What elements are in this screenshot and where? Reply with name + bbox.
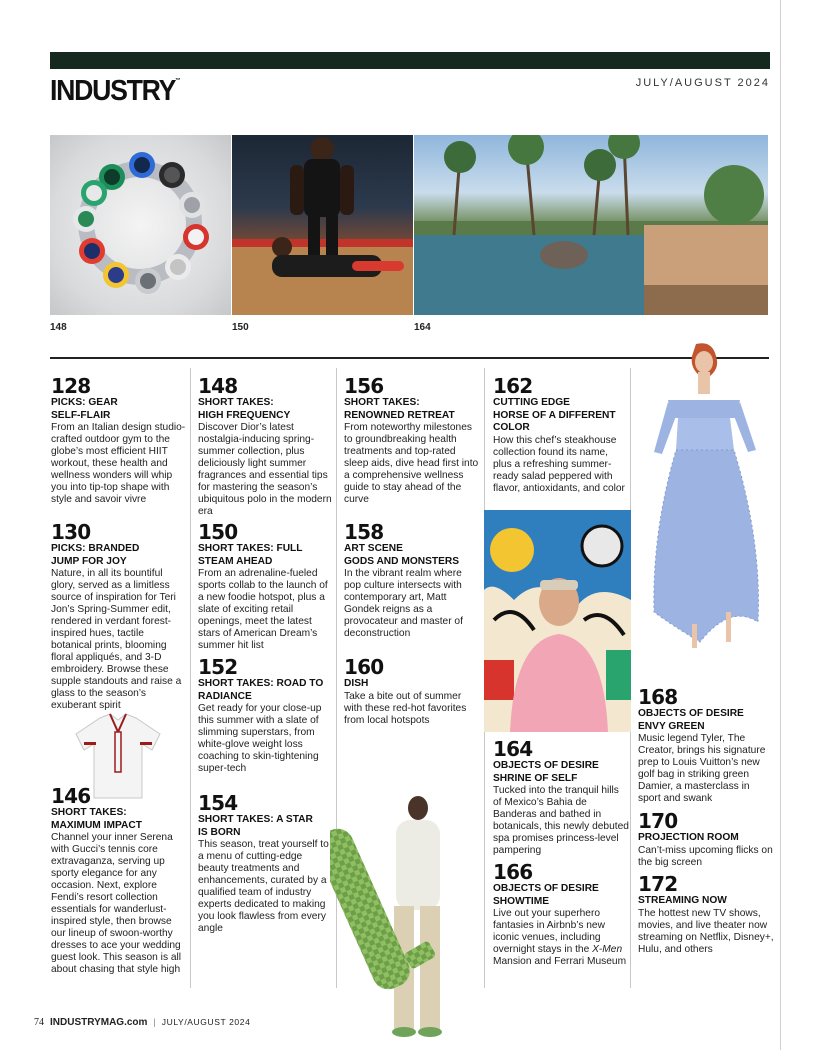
toc-entry[interactable] <box>198 656 334 775</box>
entry-title: RADIANCE <box>198 690 252 702</box>
toc-entry[interactable] <box>493 861 629 968</box>
entry-description: Get ready for your close-up this summer with a slate of slimming superstars, from white-glove weight loss coaching to skin-tightening super-tech <box>198 703 322 774</box>
page-number: 154 <box>198 791 238 815</box>
toc-entry[interactable] <box>198 792 334 935</box>
entry-section: SHORT TAKES: <box>198 397 274 408</box>
entry-description: How this chef’s steakhouse collection found its name, plus a refreshing summer-ready salad peppered with flavor, antioxidants, and color <box>493 434 625 494</box>
entry-description: Take a bite out of summer with these red-hot favorites from local hotspots <box>344 690 467 726</box>
folio-number: 74 <box>34 1017 44 1028</box>
toc-entry[interactable] <box>344 375 480 506</box>
photo-basketball <box>232 135 413 315</box>
entry-description: Tucked into the tranquil hills of Mexico’s Bahia de Banderas and bathed in botanicals, this newly debuted spa promises princess-level pampering <box>493 785 629 856</box>
film-title: X-Men <box>592 944 623 955</box>
toc-entry[interactable] <box>638 686 774 805</box>
photo-watches <box>50 135 231 315</box>
photo-caption: 164 <box>414 322 431 333</box>
entry-section: OBJECTS OF DESIRE <box>638 708 744 719</box>
page-number: 170 <box>638 809 678 833</box>
entry-section: OBJECTS OF DESIRE <box>493 883 599 894</box>
page-number: 164 <box>493 737 533 761</box>
entry-title: JUMP FOR JOY <box>51 555 127 567</box>
toc-entry[interactable] <box>344 521 480 640</box>
entry-title: IS BORN <box>198 826 241 838</box>
page-number: 146 <box>51 784 91 808</box>
page-edge-rule <box>780 0 781 1050</box>
entry-description: Music legend Tyler, The Creator, brings his signature prep to Louis Vuitton’s new golf bag in striking green Damier, a masterclass in sport and swank <box>638 733 766 804</box>
entry-title: SHOWTIME <box>493 895 550 907</box>
entry-description: From an adrenaline-fueled sports collab to the launch of a new foodie hotspot, plus a slate of exciting retail openings, meet the latest stars of American Dream’s summer hit list <box>198 568 328 651</box>
watch-ring-image <box>73 152 209 294</box>
issue-date: JULY/AUGUST 2024 <box>635 77 770 89</box>
page-number: 172 <box>638 872 678 896</box>
entry-description: Channel your inner Serena with Gucci’s tennis core extravaganza, serving up sporty elegance for any occasion. Next, explore Fendi’s resort collection essentials for wanderlust-inspired style, then browse our lineup of swoon-worthy dresses to ace your wedding guest look. This season is all about chasing that style high <box>51 832 182 975</box>
toc-entry[interactable] <box>638 810 774 869</box>
entry-description: Live out your superhero fantasies in Airbnb’s new iconic venues, including overnight stays in the X-Men Mansion and Ferrari Museum <box>493 908 627 967</box>
lace-gown-model-image <box>640 342 770 667</box>
page-number: 152 <box>198 655 238 679</box>
page-number: 156 <box>344 374 384 398</box>
photo-caption: 150 <box>232 322 249 333</box>
artist-portrait-image <box>484 510 631 732</box>
footer-date: JULY/AUGUST 2024 <box>161 1017 251 1027</box>
entry-description: From an Italian design studio-crafted outdoor gym to the globe’s most efficient HIIT workout, these health and wellness wonders will whip you into tip-top shape with style and savoir vivre <box>51 422 186 505</box>
entry-title: RENOWNED RETREAT <box>344 409 455 421</box>
toc-entry[interactable] <box>493 738 629 857</box>
toc-entry[interactable] <box>51 375 187 506</box>
page-number: 150 <box>198 520 238 544</box>
entry-description: From noteworthy milestones to groundbreaking health treatments and top-rated sleep aids, dive head first into a comprehensive wellness guide to stay ahead of the curve <box>344 422 479 505</box>
page-number: 128 <box>51 374 91 398</box>
entry-description: This season, treat yourself to a menu of cutting-edge beauty treatments and enhancements, curated by a qualified team of industry experts dedicated to making you look flawless from every angle <box>198 839 329 934</box>
entry-section: STREAMING NOW <box>638 895 727 906</box>
page-number: 160 <box>344 655 384 679</box>
footer-site-link[interactable]: INDUSTRYMAG.com <box>50 1017 148 1028</box>
toc-entry[interactable] <box>493 375 629 495</box>
entry-title: HORSE OF A DIFFERENT COLOR <box>493 409 616 433</box>
magazine-logo: INDUSTRY™ <box>50 75 181 107</box>
entry-title: MAXIMUM IMPACT <box>51 819 142 831</box>
footer-separator: | <box>153 1017 156 1027</box>
entry-section: DISH <box>344 678 369 689</box>
entry-section: PROJECTION ROOM <box>638 832 739 843</box>
toc-entry[interactable] <box>198 521 334 652</box>
entry-section: CUTTING EDGE <box>493 397 570 408</box>
entry-title: GODS AND MONSTERS <box>344 555 460 567</box>
entry-description: Can’t-miss upcoming flicks on the big screen <box>638 844 773 868</box>
toc-entry[interactable] <box>344 656 480 727</box>
page-footer <box>34 1017 250 1028</box>
entry-section: SHORT TAKES: FULL <box>198 543 303 554</box>
page-number: 162 <box>493 374 533 398</box>
entry-section: SHORT TAKES: <box>51 807 127 818</box>
page-number: 130 <box>51 520 91 544</box>
entry-section: PICKS: BRANDED <box>51 543 140 554</box>
entry-section: SHORT TAKES: A STAR <box>198 814 313 825</box>
toc-entry[interactable] <box>51 785 187 976</box>
toc-entry[interactable] <box>51 521 187 712</box>
page-number: 168 <box>638 685 678 709</box>
entry-section: OBJECTS OF DESIRE <box>493 760 599 771</box>
golf-bag-model-image <box>330 796 454 1043</box>
photo-resort <box>414 135 768 315</box>
entry-description: Nature, in all its bountiful glory, served as a limitless source of inspiration for Teri Jon’s Spring-Summer edit, rendered in verdant forest-inspired hues, tactile botanical prints, blooming floral appliqués, and 3-D embroidery. Browse these supple standouts and raise a glass to the season’s exuberant spirit <box>51 568 182 711</box>
page-number: 158 <box>344 520 384 544</box>
entry-section: SHORT TAKES: <box>344 397 420 408</box>
entry-section: ART SCENE <box>344 543 403 554</box>
header-bar <box>50 52 770 69</box>
basketball-players-image <box>232 137 413 315</box>
entry-title: STEAM AHEAD <box>198 555 273 567</box>
photo-caption: 148 <box>50 322 67 333</box>
entry-title: SELF-FLAIR <box>51 409 111 421</box>
entry-title: ENVY GREEN <box>638 720 705 732</box>
entry-section: SHORT TAKES: ROAD TO <box>198 678 324 689</box>
page-number: 166 <box>493 860 533 884</box>
toc-entry[interactable] <box>198 375 334 518</box>
entry-description: Discover Dior’s latest nostalgia-inducing spring-summer collection, plus deliciously light summer fragrances and essential tips for mastering the season’s ubiquitous polo in the modern era <box>198 422 332 517</box>
entry-section: PICKS: GEAR <box>51 397 118 408</box>
resort-pool-image <box>414 135 768 315</box>
entry-title: SHRINE OF SELF <box>493 772 578 784</box>
entry-description: In the vibrant realm where pop culture intersects with contemporary art, Matt Gondek reigns as a provocateur and master of deconstruction <box>344 568 463 639</box>
entry-description: The hottest new TV shows, movies, and live theater now streaming on Netflix, Disney+, Hulu, and others <box>638 907 774 955</box>
page-number: 148 <box>198 374 238 398</box>
entry-title: HIGH FREQUENCY <box>198 409 291 421</box>
toc-entry[interactable] <box>638 873 774 956</box>
column-rule <box>190 368 191 988</box>
